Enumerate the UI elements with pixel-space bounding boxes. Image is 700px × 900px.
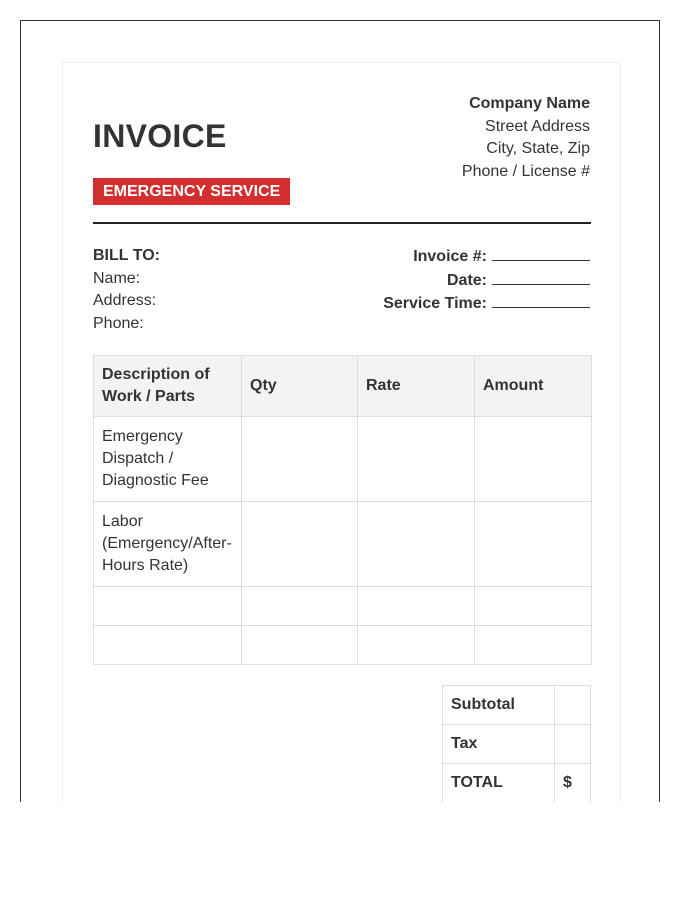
date-row xyxy=(383,269,590,293)
company-street: Street Address xyxy=(485,117,590,135)
table-row xyxy=(94,502,592,587)
company-phone: Phone / License # xyxy=(461,162,590,180)
description-cell[interactable]: Labor (Emergency/After-Hours Rate) xyxy=(94,502,242,587)
amount-cell[interactable] xyxy=(475,626,592,665)
bill-to-address-label: Address: xyxy=(93,292,157,309)
bill-to-section xyxy=(93,245,160,335)
column-header-description: Description of Work / Parts xyxy=(94,356,242,417)
date-label: Date: xyxy=(446,271,487,289)
rate-cell[interactable] xyxy=(358,626,475,665)
document-frame xyxy=(20,20,660,802)
invoice-number-label: Invoice #: xyxy=(413,248,487,265)
rate-cell[interactable] xyxy=(358,502,475,587)
invoice-meta xyxy=(383,245,590,316)
description-cell[interactable]: Emergency Dispatch / Diagnostic Fee xyxy=(94,417,242,502)
table-row xyxy=(94,587,592,626)
column-header-qty: Qty xyxy=(242,356,358,417)
service-time-field[interactable] xyxy=(492,292,590,308)
table-row xyxy=(94,626,592,665)
qty-cell[interactable] xyxy=(242,502,358,587)
totals-table xyxy=(442,685,591,802)
invoice-title: INVOICE xyxy=(93,118,227,154)
tax-value[interactable] xyxy=(555,725,591,764)
subtotal-label: Subtotal xyxy=(443,686,555,725)
table-header-row xyxy=(94,356,592,417)
description-cell[interactable] xyxy=(94,587,242,626)
description-cell[interactable] xyxy=(94,626,242,665)
table-row xyxy=(94,417,592,502)
total-label: TOTAL xyxy=(443,764,555,803)
date-field[interactable] xyxy=(492,269,590,285)
invoice-sheet xyxy=(62,62,621,802)
column-header-rate: Rate xyxy=(358,356,475,417)
company-city: City, State, Zip xyxy=(486,140,590,157)
total-row xyxy=(443,764,591,803)
qty-cell[interactable] xyxy=(242,626,358,665)
subtotal-row xyxy=(443,686,591,725)
column-header-amount: Amount xyxy=(475,356,592,417)
rate-cell[interactable] xyxy=(358,587,475,626)
bill-to-name-label: Name: xyxy=(93,269,141,287)
rate-cell[interactable] xyxy=(358,417,475,502)
service-time-label: Service Time: xyxy=(383,295,487,312)
bill-to-heading: BILL TO: xyxy=(93,247,160,264)
qty-cell[interactable] xyxy=(242,587,358,626)
qty-cell[interactable] xyxy=(242,417,358,502)
total-value[interactable]: $ xyxy=(555,764,591,803)
emergency-service-badge: EMERGENCY SERVICE xyxy=(93,178,290,205)
amount-cell[interactable] xyxy=(475,417,592,502)
line-items-table xyxy=(93,355,592,665)
company-info xyxy=(462,93,590,183)
invoice-number-field[interactable] xyxy=(492,245,590,261)
tax-row xyxy=(443,725,591,764)
bill-to-phone-label: Phone: xyxy=(93,314,144,332)
invoice-number-row xyxy=(383,245,590,269)
amount-cell[interactable] xyxy=(475,587,592,626)
tax-label: Tax xyxy=(443,725,555,764)
subtotal-value[interactable] xyxy=(555,686,591,725)
amount-cell[interactable] xyxy=(475,502,592,587)
service-time-row xyxy=(383,292,590,316)
header-divider xyxy=(93,222,591,224)
company-name: Company Name xyxy=(469,95,590,112)
